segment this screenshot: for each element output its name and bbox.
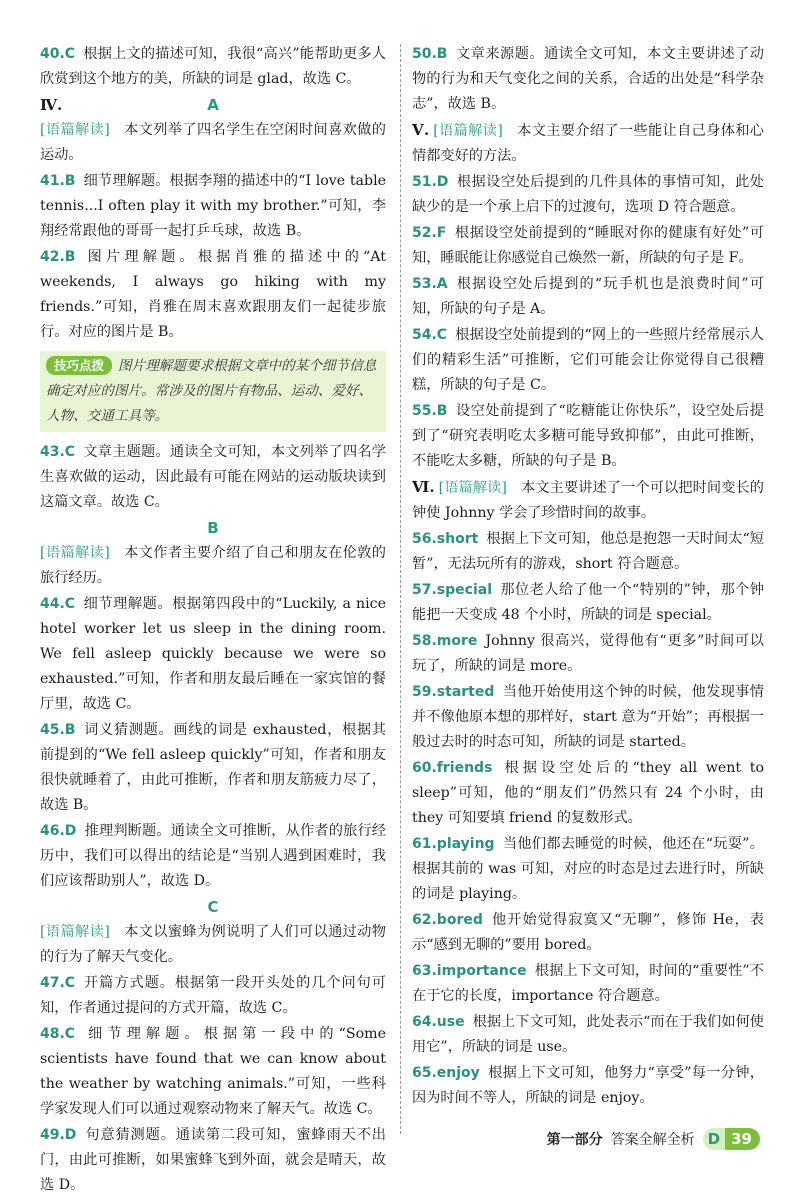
answer-44: 44.C 细节理解题。根据第四段中的“Luckily, a nice hotel worker let us sleep in the dining room. We fell asleep quickly because we were so exhausted.”可知，作者和朋友最后睡在一家宾馆的餐厅里，故选 C。 — [40, 596, 386, 712]
answer-50: 50.B 文章来源题。通读全文可知，本文主要讲述了动物的行为和天气变化之间的关系，合适的出处是“科学杂志”，故选 B。 — [412, 46, 764, 112]
answer-52: 52.F 根据设空处前提到的“睡眠对你的健康有好处”可知，睡眠能让你感觉自己焕然一新，所缺的句子是 F。 — [412, 225, 764, 266]
answer-46: 46.D 推理判断题。通读全文可推断，从作者的旅行经历中，我们可以得出的结论是“当别人遇到困难时，我们应该帮助别人”，故选 D。 — [40, 823, 386, 889]
answer-47: 47.C 开篇方式题。根据第一段开头处的几个问句可知，作者通过提问的方式开篇，故选 C。 — [40, 975, 386, 1016]
passage-summary-c: [语篇解读] 本文以蜜蜂为例说明了人们可以通过动物的行为了解天气变化。 — [40, 924, 386, 965]
answer-43: 43.C 文章主题题。通读全文可知，本文列举了四名学生喜欢做的运动，因此最有可能在网站的运动版块读到这篇文章。故选 C。 — [40, 444, 386, 510]
answer-49: 49.D 句意猜测题。通读第二段可知，蜜蜂雨天不出门，由此可推断，如果蜜蜂飞到外面，就会是晴天，故选 D。 — [40, 1127, 386, 1193]
answer-42: 42.B 图片理解题。根据肖雅的描述中的“At weekends, I always go hiking with my friends.”可知，肖雅在周末喜欢跟朋友们一起徒步旅行。对应的图片是 B。 — [40, 249, 386, 340]
answer-62: 62.bored 他开始觉得寂寞又“无聊”，修饰 He，表示“感到无聊的”要用 bored。 — [412, 912, 764, 953]
section-4-header — [40, 93, 386, 118]
answer-63: 63.importance 根据上下文可知，时间的“重要性”不在于它的长度，importance 符合题意。 — [412, 963, 764, 1004]
answer-55: 55.B 设空处前提到了“吃糖能让你快乐”，设空处后提到了“研究表明吃太多糖可能导致抑郁”，由此可推断，不能吃太多糖，所缺的句子是 B。 — [412, 403, 764, 469]
passage-summary-5: Ⅴ. [语篇解读] 本文主要介绍了一些能让自己身体和心情都变好的方法。 — [412, 121, 764, 164]
answer-56: 56.short 根据上下文可知，他总是抱怨一天时间太“短暂”，无法玩所有的游戏，short 符合题意。 — [412, 531, 764, 572]
answer-57: 57.special 那位老人给了他一个“特别的”钟，那个钟能把一天变成 48 个小时，所缺的词是 special。 — [412, 582, 764, 623]
tip-text: 图片理解题要求根据文章中的某个细节信息确定对应的图片。常涉及的图片有物品、运动、爱好、人物、交通工具等。 — [46, 358, 377, 424]
passage-summary-4a: [语篇解读] 本文列举了四名学生在空闲时间喜欢做的运动。 — [40, 122, 386, 163]
badge-letter: D — [703, 1128, 725, 1150]
answer-40: 40.C 根据上文的描述可知，我很“高兴”能帮助更多人欣赏到这个地方的美，所缺的词是 glad，故选 C。 — [40, 46, 386, 87]
passage-summary-6: Ⅵ. [语篇解读] 本文主要讲述了一个可以把时间变长的钟使 Johnny 学会了珍惜时间的故事。 — [412, 478, 764, 521]
left-column — [40, 42, 386, 1199]
answer-48: 48.C 细节理解题。根据第一段中的“Some scientists have found that we can know about the weather by watching animals.”可知，一些科学家发现人们可以通过观察动物来了解天气。故选 C。 — [40, 1026, 386, 1117]
section-letter-c: C — [207, 898, 219, 916]
answer-54: 54.C 根据设空处前提到的“网上的一些照片经常展示人们的精彩生活”可推断，它们可能会让你觉得自己很糟糕，所缺的句子是 C。 — [412, 327, 764, 393]
answer-51: 51.D 根据设空处后提到的几件具体的事情可知，此处缺少的是一个承上启下的过渡句，选项 D 符合题意。 — [412, 174, 764, 215]
answer-58: 58.more Johnny 很高兴，觉得他有“更多”时间可以玩了，所缺的词是 more。 — [412, 633, 764, 674]
answer-41: 41.B 细节理解题。根据李翔的描述中的“I love table tennis...I often play it with my brother.”可知，李翔经常跟他的哥哥一起打乒乓球，故选 B。 — [40, 173, 386, 239]
answer-59: 59.started 当他开始使用这个钟的时候，他发现事情并不像他原本想的那样好，start 意为“开始”；再根据一般过去时的时态可知，所缺的词是 started。 — [412, 684, 764, 750]
tip-label: 技巧点拨 — [46, 356, 112, 375]
answer-61: 61.playing 当他们都去睡觉的时候，他还在“玩耍”。根据其前的 was 可知，对应的时态是过去进行时，所缺的词是 playing。 — [412, 836, 764, 902]
section-roman: Ⅳ. — [40, 96, 63, 114]
page-footer — [547, 1126, 760, 1152]
tip-box — [40, 351, 386, 432]
answer-60: 60.friends 根据设空处后的“they all went to sleep”可知，他的“朋友们”仍然只有 24 个小时，由 they 可知要填 friend 的复数形式。 — [412, 760, 764, 826]
page-badge — [703, 1128, 760, 1150]
footer-title: 答案全解全析 — [610, 1132, 695, 1148]
section-letter: A — [207, 96, 219, 114]
section-letter-b: B — [207, 519, 219, 537]
right-column — [412, 42, 764, 1112]
answer-65: 65.enjoy 根据上下文可知，他努力“享受”每一分钟，因为时间不等人，所缺的词是 enjoy。 — [412, 1065, 764, 1106]
column-divider — [400, 44, 401, 1134]
passage-summary-b: [语篇解读] 本文作者主要介绍了自己和朋友在伦敦的旅行经历。 — [40, 545, 386, 586]
answer-64: 64.use 根据上下文可知，此处表示“而在于我们如何使用它”，所缺的词是 use。 — [412, 1014, 764, 1055]
answer-53: 53.A 根据设空处后提到的“玩手机也是浪费时间”可知，所缺的句子是 A。 — [412, 276, 764, 317]
answer-45: 45.B 词义猜测题。画线的词是 exhausted，根据其前提到的“We fell asleep quickly”可知，作者和朋友很快就睡着了，由此可推断，作者和朋友筋疲力尽了，故选 B。 — [40, 722, 386, 813]
footer-part: 第一部分 — [546, 1132, 603, 1148]
page-number: 39 — [725, 1128, 760, 1150]
